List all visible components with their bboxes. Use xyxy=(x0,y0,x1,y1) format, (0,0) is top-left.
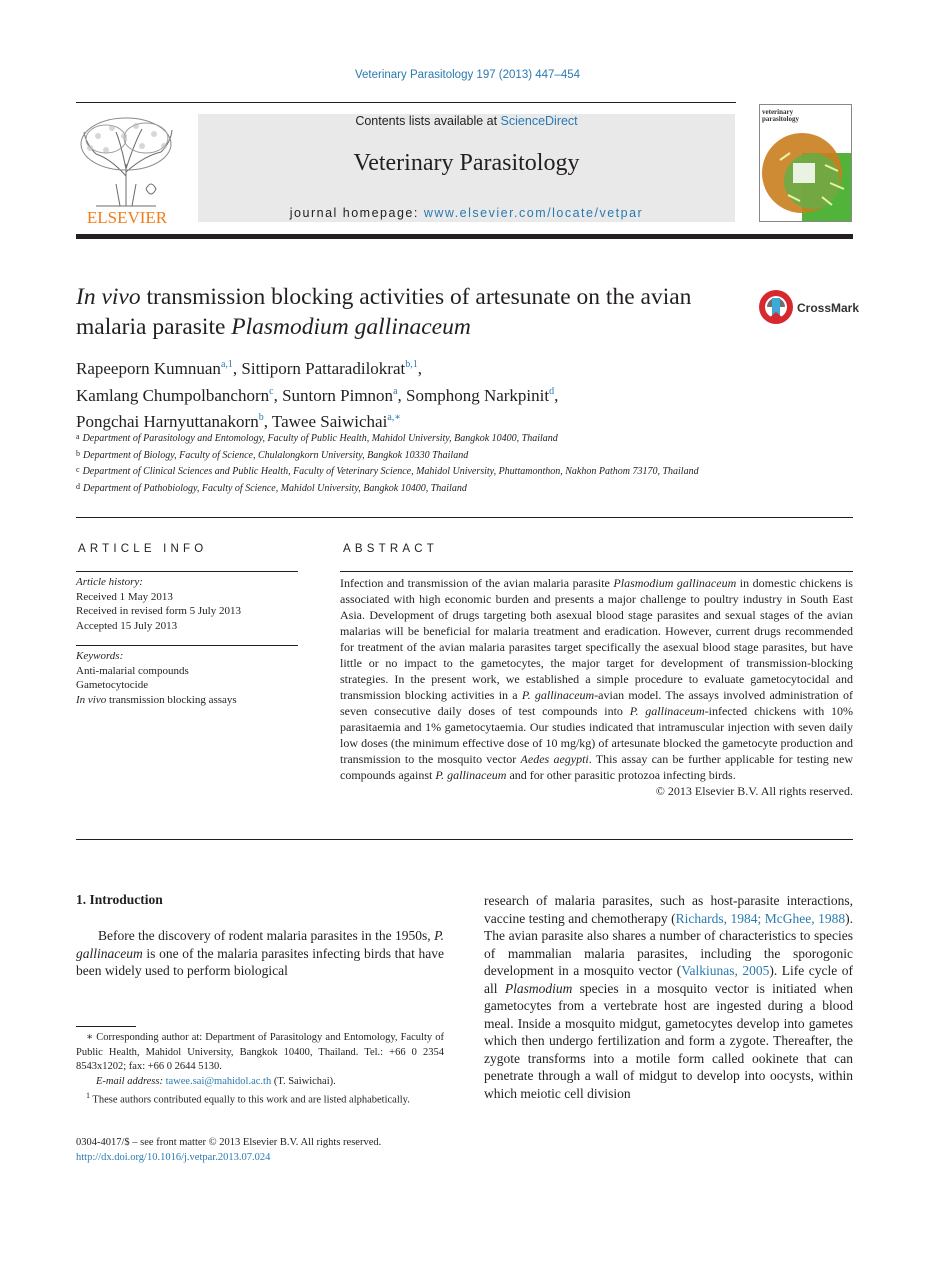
header-thick-rule xyxy=(76,234,853,239)
affiliation-label: d xyxy=(76,481,80,491)
title-italic-part: In vivo xyxy=(76,284,141,310)
abstract-copyright: © 2013 Elsevier B.V. All rights reserved. xyxy=(655,784,853,798)
author-entry[interactable]: Rapeeporn Kumnuan$^{a,1}$ xyxy=(76,359,233,378)
author-entry[interactable]: Somphong Narkpinit$^d$ xyxy=(406,385,555,405)
journal-name: Veterinary Parasitology xyxy=(353,150,580,176)
abstract-heading: ABSTRACT xyxy=(343,543,438,555)
crossmark-badge[interactable] xyxy=(757,286,860,330)
affiliation-item xyxy=(76,430,776,447)
equal-contribution-note: $^1$ These authors contributed equally to this work and are listed alphabetically. xyxy=(86,1091,410,1106)
email-note: E-mail address: tawee.sai@mahidol.ac.th (T. Saiwichai). xyxy=(96,1075,336,1087)
affiliation-text: Department of Pathobiology, Faculty of Science, Mahidol University, Bangkok 10400, Thailand xyxy=(83,482,467,494)
title-main-part: transmission blocking activities of artesunate on the avian malaria parasite xyxy=(76,284,692,340)
affiliation-text: Department of Biology, Faculty of Science, Chulalongkorn University, Bangkok 10330 Thailand xyxy=(83,449,469,461)
keyword-item: In vivo transmission blocking assays xyxy=(76,693,237,706)
author-affil-sup[interactable]: c xyxy=(269,385,274,397)
author-affil-sup[interactable]: a xyxy=(393,385,398,397)
corresponding-author-note: ∗ Corresponding author at: Department of Parasitology and Entomology, Faculty of Public Health, Mahidol University, Bangkok 10400, Thailand. Tel.: +66 0 2354 8543x1202; fax: +66 0 2644 5130. xyxy=(76,1032,444,1072)
intro-left-column: Before the discovery of rodent malaria parasites in the 1950s, P. gallinaceum is one of the malaria parasites infecting birds that have been widely used to perform biological xyxy=(76,928,444,978)
contents-line xyxy=(198,114,735,128)
author-affil-sup[interactable]: b xyxy=(258,412,264,423)
author-entry[interactable]: Sittiporn Pattaradilokrat$^{b,1}$ xyxy=(241,359,418,378)
doi-link[interactable]: http://dx.doi.org/10.1016/j.vetpar.2013.07.024 xyxy=(76,1151,271,1163)
affiliation-list xyxy=(76,430,776,496)
affiliation-label: a xyxy=(76,432,80,441)
author-entry[interactable]: Kamlang Chumpolbanchorn$^c$ xyxy=(76,385,274,405)
intro-heading: 1. Introduction xyxy=(76,892,163,907)
abstract-bottom-rule xyxy=(76,839,853,840)
footnote-rule xyxy=(76,1026,136,1027)
journal-citation[interactable]: Veterinary Parasitology 197 (2013) 447–454 xyxy=(354,69,581,81)
keywords-label: Keywords: xyxy=(76,650,124,662)
section-divider xyxy=(76,517,853,518)
front-matter-block xyxy=(76,1136,476,1165)
article-info-heading: ARTICLE INFO xyxy=(78,543,208,555)
cover-title-line2: parasitology xyxy=(762,115,799,123)
article-history xyxy=(76,575,298,633)
abstract-body: Infection and transmission of the avian malaria parasite Plasmodium gallinaceum in domestic chickens is associated with high economic burden and presents a major challenge to poultry industry in South East Asia. Development of drugs targeting both asexual blood stage parasites and sexual stages of the avian malarias will be beneficial for malaria treatment and eradication. However, current drugs recommended for treatment of the avian malaria parasites target specifically the asexual blood stage parasites, but have little or no impact to the gametocytes, the major target for development of transmission-blocking strategies. In the present work, we established a simple procedure to evaluate gametocytocidal and transmission blocking activities in a P. gallinaceum-avian model. The assays involved administration of seven consecutive daily doses of test compounds into P. gallinaceum-infected chickens with 10% parasitaemia and 1% gametocytaemia. Our studies indicated that intramuscular injection with seven daily low doses (the minimum effective dose of 10 mg/kg) of artesunate blocked the gametocyte production and transmission to the mosquito vector Aedes aegypti. This assay can be further applicable for testing new compounds against P. gallinaceum and for other parasitic protozoa infecting birds. © 2013 Elsevier B.V. All rights reserved. xyxy=(340,576,854,798)
journal-homepage-line xyxy=(198,206,735,220)
author-list: Rapeeporn Kumnuan$^{a,1}$, Sittiporn Pattaradilokrat$^{b,1}$, Kamlang Chumpolbanchorn$^c$, Suntorn Pimnon$^a$, Somphong Narkpinit$^d$, Pongchai Harnyuttanakorn$^b$, Tawee Saiwichai$^{a,∗}$ xyxy=(76,359,559,431)
affiliation-text: Department of Parasitology and Entomology, Faculty of Public Health, Mahidol University, Bangkok 10400, Thailand xyxy=(82,433,558,444)
author-affil-sup[interactable]: d xyxy=(549,385,555,397)
affiliation-item xyxy=(76,447,776,464)
affiliation-item xyxy=(76,480,776,497)
author-entry[interactable]: Suntorn Pimnon$^a$ xyxy=(282,385,398,405)
footnotes xyxy=(76,1031,444,1108)
affiliation-text: Department of Clinical Sciences and Public Health, Faculty of Veterinary Science, Mahidol University, Phuttamonthon, Nakhon Pathom 73170, Thailand xyxy=(82,466,699,477)
elsevier-logo xyxy=(76,114,178,226)
author-affil-sup[interactable]: b,1 xyxy=(405,359,418,370)
article-info-rule xyxy=(76,571,298,572)
history-label: Article history: xyxy=(76,576,143,588)
affiliation-label: b xyxy=(76,448,80,458)
cover-title-line1: veterinary xyxy=(762,108,794,116)
history-revised: Received in revised form 5 July 2013 xyxy=(76,605,241,617)
contents-prefix: Contents lists available at xyxy=(355,114,501,128)
intro-right-column: research of malaria parasites, such as host-parasite interactions, vaccine testing and chemotherapy (Richards, 1984; McGhee, 1988). The avian parasite also shares a number of characteristics to species of mammalian malaria parasites, including the sporogonic development in a mosquito vector (Valkiunas, 2005). Life cycle of all Plasmodium species in a mosquito vector is initiated when gametocytes from a vertebrate host are ingested during a blood meal. Inside a mosquito midgut, gametocytes develop into gametes which then undergo fertilization and form a zygote. Thereafter, the zygote transforms into a motile form called ookinete that can penetrate through a wall of midgut to develop into oocysts, within which meiotic cell division xyxy=(484,893,854,1101)
crossmark-label: CrossMark xyxy=(797,301,860,315)
reference-link[interactable]: Richards, 1984; McGhee, 1988 xyxy=(675,910,846,926)
affiliation-item xyxy=(76,463,776,480)
keywords-block xyxy=(76,649,298,707)
elsevier-wordmark: ELSEVIER xyxy=(86,208,168,226)
history-accepted: Accepted 15 July 2013 xyxy=(76,619,178,632)
homepage-link[interactable]: www.elsevier.com/locate/vetpar xyxy=(423,206,644,220)
cover-art-icon xyxy=(760,105,852,222)
author-entry[interactable]: Pongchai Harnyuttanakorn$^b$ xyxy=(76,412,264,431)
author-entry[interactable]: Tawee Saiwichai$^{a,∗}$ xyxy=(271,412,402,431)
reference-link[interactable]: Valkiunas, 2005 xyxy=(681,963,770,978)
journal-cover-thumbnail xyxy=(759,104,852,222)
sciencedirect-link[interactable]: ScienceDirect xyxy=(500,114,578,128)
abstract-rule xyxy=(340,571,853,572)
title-species: Plasmodium gallinaceum xyxy=(231,314,471,340)
header-top-rule xyxy=(76,102,736,103)
author-affil-sup[interactable]: a,1 xyxy=(220,359,233,370)
keyword-item: Anti-malarial compounds xyxy=(76,664,189,677)
author-affil-sup[interactable]: a,∗ xyxy=(387,412,402,423)
keywords-rule xyxy=(76,645,298,646)
affiliation-label: c xyxy=(76,465,80,474)
keyword-item: Gametocytocide xyxy=(76,679,149,691)
history-received: Received 1 May 2013 xyxy=(76,590,173,603)
elsevier-tree-icon xyxy=(76,114,178,226)
crossmark-icon xyxy=(757,288,795,328)
article-title xyxy=(76,282,726,342)
front-matter: 0304-4017/$ – see front matter © 2013 Elsevier B.V. All rights reserved. xyxy=(76,1137,382,1148)
homepage-prefix: journal homepage: xyxy=(289,206,424,220)
email-link[interactable]: tawee.sai@mahidol.ac.th xyxy=(165,1075,272,1087)
